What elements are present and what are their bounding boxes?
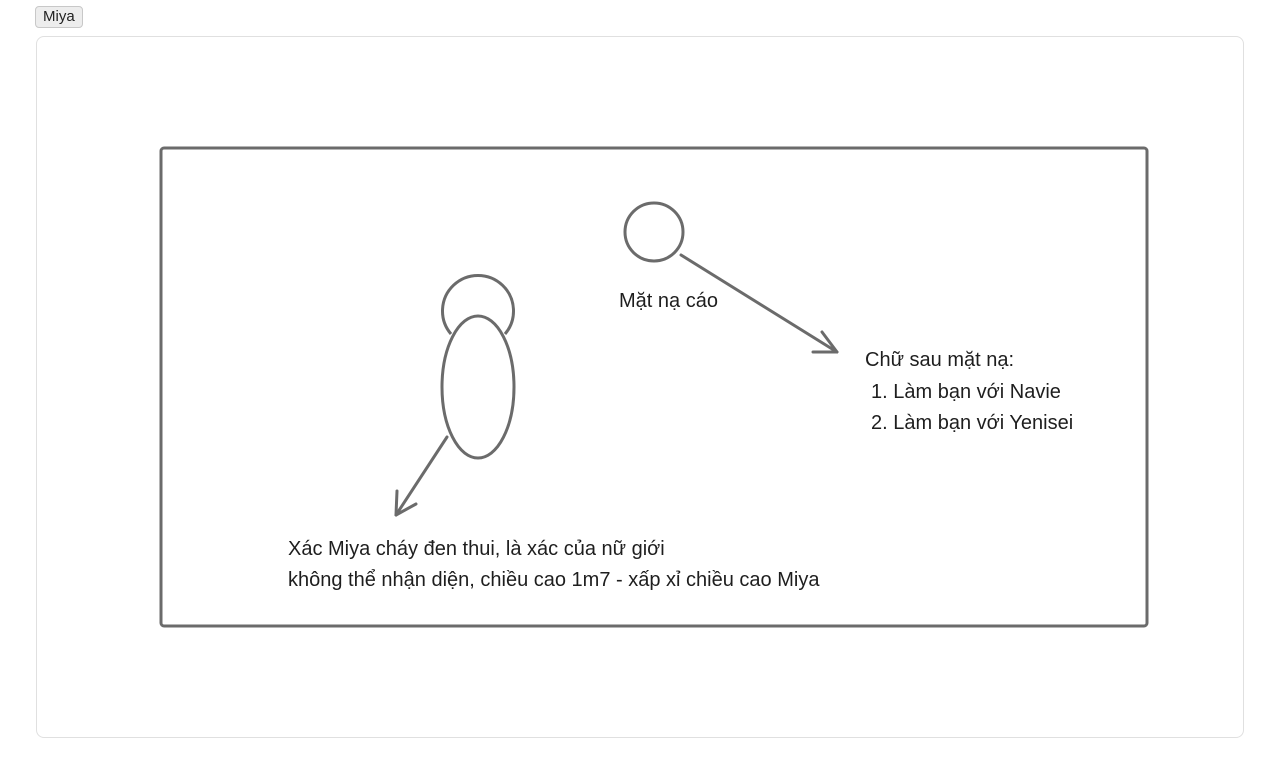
body-arrow[interactable] (396, 437, 447, 515)
list-text: Làm bạn với Yenisei (893, 412, 1074, 434)
body-label-line-1: Xác Miya cháy đen thui, là xác của nữ giới (288, 538, 665, 560)
body-ellipse (442, 316, 514, 458)
list-text: Làm bạn với Navie (893, 381, 1061, 403)
list-number: 1. (871, 381, 888, 403)
text-behind-mask-item (871, 408, 1073, 439)
head-circle (443, 275, 514, 334)
text-behind-mask-item (871, 377, 1061, 408)
text-behind-mask-heading: Chữ sau mặt nạ: (865, 349, 1015, 371)
body-label-line-2: không thể nhận diện, chiều cao 1m7 - xấp xỉ chiều cao Miya (288, 569, 820, 591)
list-number: 2. (871, 412, 888, 434)
miya-tag-button[interactable]: Miya (35, 6, 83, 28)
mask-circle[interactable] (625, 203, 683, 261)
mask-label: Mặt nạ cáo (619, 290, 718, 312)
body-figure[interactable] (442, 275, 514, 458)
